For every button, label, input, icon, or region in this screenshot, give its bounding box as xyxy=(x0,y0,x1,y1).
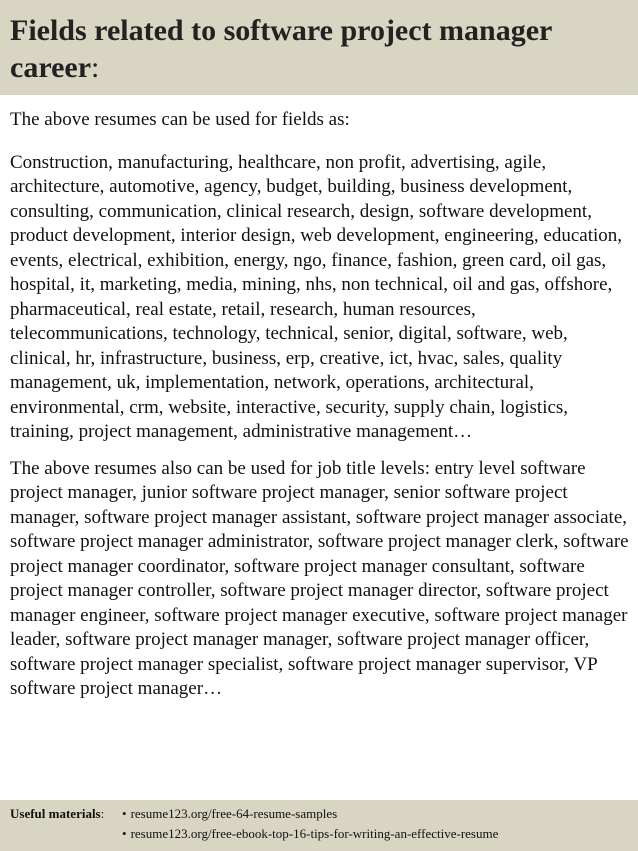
useful-materials-label: Useful materials: xyxy=(10,806,105,821)
main-content xyxy=(10,108,632,702)
fields-list: Construction, manufacturing, healthcare, non profit, advertising, agile, architecture, automotive, agency, budget, building, business development, consulting, communication, clinical research, design, software development, product development, interior design, web development, engineering, education, events, electrical, exhibition, energy, ngo, finance, fashion, green card, oil gas, hospital, it, marketing, media, mining, nhs, non technical, oil and gas, offshore, pharmaceutical, real estate, retail, research, human resources, telecommunications, technology, technical, senior, digital, software, web, clinical, hr, infrastructure, business, erp, creative, ict, hvac, sales, quality management, uk, implementation, network, operations, architectural, environmental, crm, website, interactive, security, supply chain, logistics, training, project management, administrative management… xyxy=(10,151,623,442)
page-title xyxy=(10,12,626,86)
page-title-colon: : xyxy=(91,51,100,84)
footer-banner xyxy=(0,800,638,851)
bullet-icon: • xyxy=(122,826,127,841)
title-banner xyxy=(0,0,638,95)
intro-text: The above resumes can be used for fields as: xyxy=(10,109,350,130)
link-free-ebook-tips[interactable]: resume123.org/free-ebook-top-16-tips-for-writing-an-effective-resume xyxy=(130,826,499,841)
link-free-resume-samples[interactable]: resume123.org/free-64-resume-samples xyxy=(130,806,338,821)
bullet-icon: • xyxy=(122,806,127,821)
label-spacer xyxy=(10,824,122,844)
footer-row-1 xyxy=(10,804,628,824)
job-levels-text: The above resumes also can be used for job title levels: entry level software project manager, junior software project manager, senior software project manager, software project manager assistant, software project manager associate, software project manager administrator, software project manager clerk, software project manager coordinator, software project manager consultant, software project manager controller, software project manager director, software project manager engineer, software project manager executive, software project manager leader, software project manager manager, software project manager officer, software project manager specialist, software project manager supervisor, VP software project manager… xyxy=(10,457,629,699)
page-title-text: Fields related to software project manager career xyxy=(10,14,552,84)
footer-row-2 xyxy=(10,824,628,844)
